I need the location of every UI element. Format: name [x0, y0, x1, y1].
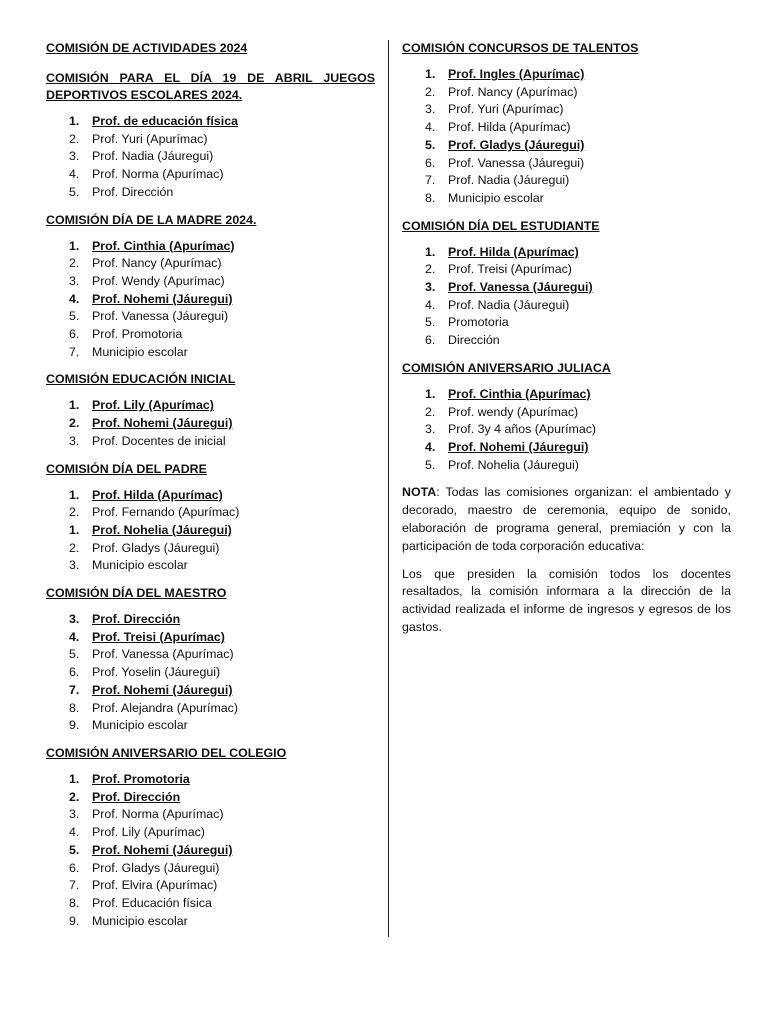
- item-text: Prof. Nadia (Jáuregui): [92, 149, 214, 164]
- list-item: [46, 664, 375, 682]
- list-item: [46, 255, 375, 273]
- item-number: 4.: [425, 439, 436, 454]
- item-text: Prof. Nadia (Jáuregui): [448, 297, 570, 312]
- item-text: Prof. Norma (Apurímac): [92, 167, 224, 182]
- list-item: [46, 148, 375, 166]
- member-list: [402, 66, 731, 208]
- item-number: 1.: [69, 487, 80, 502]
- item-number: 4.: [425, 297, 436, 312]
- item-number: 9.: [69, 718, 80, 733]
- item-text: Prof. Nohemi (Jáuregui): [92, 682, 233, 697]
- item-text: Prof. Nohemi (Jáuregui): [92, 842, 233, 857]
- item-number: 1.: [69, 398, 80, 413]
- commission-title: COMISIÓN ANIVERSARIO DEL COLEGIO: [46, 745, 287, 760]
- list-item: [46, 326, 375, 344]
- item-text: Prof. wendy (Apurímac): [448, 404, 579, 419]
- item-number: 3.: [69, 612, 80, 627]
- main-title: COMISIÓN DE ACTIVIDADES 2024: [46, 41, 248, 55]
- commission-section: [46, 212, 375, 362]
- item-text: Prof. Dirección: [92, 184, 174, 199]
- item-number: 2.: [69, 505, 80, 520]
- list-item: [402, 119, 731, 137]
- item-text: Prof. Gladys (Jáuregui): [92, 860, 220, 875]
- item-text: Prof. Docentes de inicial: [92, 433, 226, 448]
- item-number: 5.: [69, 647, 80, 662]
- list-item: [46, 682, 375, 700]
- item-number: 6.: [69, 327, 80, 342]
- item-text: Prof. Hilda (Apurímac): [448, 120, 571, 135]
- list-item: [402, 314, 731, 332]
- commission-section: [46, 461, 375, 576]
- list-item: [46, 308, 375, 326]
- list-item: [402, 244, 731, 262]
- item-number: 2.: [69, 416, 80, 431]
- item-text: Prof. Nancy (Apurímac): [92, 256, 222, 271]
- item-number: 3.: [69, 558, 80, 573]
- list-item: [46, 397, 375, 415]
- commission-title: COMISIÓN CONCURSOS DE TALENTOS: [402, 41, 639, 55]
- list-item: [402, 261, 731, 279]
- list-item: [402, 190, 731, 208]
- item-text: Prof. Nohemi (Jáuregui): [92, 291, 233, 306]
- item-number: 1.: [69, 771, 80, 786]
- list-item: [402, 66, 731, 84]
- list-item: [46, 895, 375, 913]
- list-item: [46, 344, 375, 362]
- item-number: 2.: [69, 131, 80, 146]
- item-number: 5.: [425, 457, 436, 472]
- list-item: [46, 646, 375, 664]
- item-text: Prof. Fernando (Apurímac): [92, 505, 240, 520]
- list-item: [46, 611, 375, 629]
- item-number: 3.: [69, 807, 80, 822]
- list-item: [46, 771, 375, 789]
- item-number: 1.: [69, 238, 80, 253]
- left-sections: [46, 70, 375, 930]
- item-number: 5.: [425, 137, 436, 152]
- item-text: Prof. Cinthia (Apurímac): [448, 386, 591, 401]
- list-item: [46, 433, 375, 451]
- item-text: Municipio escolar: [92, 344, 188, 359]
- item-number: 4.: [425, 120, 436, 135]
- item-text: Prof. Educación física: [92, 895, 212, 910]
- item-text: Prof. Gladys (Jáuregui): [448, 137, 585, 152]
- item-number: 7.: [69, 682, 80, 697]
- item-text: Prof. Nancy (Apurímac): [448, 84, 578, 99]
- commission-title: COMISIÓN PARA EL DÍA 19 DE ABRIL JUEGOS DEPORTIVOS ESCOLARES 2024.: [46, 71, 375, 102]
- item-text: Municipio escolar: [92, 913, 188, 928]
- item-number: 4.: [69, 825, 80, 840]
- item-text: Prof. Dirección: [92, 789, 181, 804]
- item-text: Prof. Promotoria: [92, 771, 190, 786]
- right-sections: [402, 40, 731, 474]
- item-number: 6.: [425, 155, 436, 170]
- list-item: [46, 824, 375, 842]
- item-number: 9.: [69, 913, 80, 928]
- right-column: [402, 40, 731, 647]
- item-text: Prof. Hilda (Apurímac): [92, 487, 223, 502]
- item-text: Prof. Lily (Apurímac): [92, 398, 214, 413]
- list-item: [46, 113, 375, 131]
- item-number: 6.: [425, 333, 436, 348]
- list-item: [46, 557, 375, 575]
- item-number: 8.: [425, 190, 436, 205]
- item-number: 3.: [69, 149, 80, 164]
- item-text: Prof. Vanessa (Apurímac): [92, 647, 234, 662]
- item-text: Municipio escolar: [92, 558, 188, 573]
- member-list: [46, 771, 375, 930]
- list-item: [46, 540, 375, 558]
- item-text: Prof. Vanessa (Jáuregui): [448, 280, 593, 295]
- commission-section: [402, 360, 731, 475]
- item-text: Prof. Alejandra (Apurímac): [92, 700, 238, 715]
- item-number: 1.: [425, 67, 436, 81]
- item-number: 3.: [69, 433, 80, 448]
- item-number: 3.: [425, 422, 436, 437]
- list-item: [46, 522, 375, 540]
- list-item: [402, 404, 731, 422]
- closing-paragraph: Los que presiden la comisión todos los docentes resaltados, la comisión informara a la dirección de la actividad realizada el informe de ingresos y egresos de los gastos.: [402, 566, 731, 634]
- item-text: Prof. Gladys (Jáuregui): [92, 540, 220, 555]
- item-number: 3.: [69, 273, 80, 288]
- note-label: NOTA: [402, 485, 437, 500]
- item-number: 7.: [69, 344, 80, 359]
- list-item: [402, 84, 731, 102]
- list-item: [46, 806, 375, 824]
- item-text: Prof. Norma (Apurímac): [92, 807, 224, 822]
- item-text: Municipio escolar: [448, 190, 544, 205]
- member-list: [402, 244, 731, 350]
- item-number: 4.: [69, 167, 80, 182]
- list-item: [402, 297, 731, 315]
- item-text: Prof. Vanessa (Jáuregui): [92, 309, 229, 324]
- list-item: [46, 877, 375, 895]
- list-item: [402, 439, 731, 457]
- item-number: 6.: [69, 860, 80, 875]
- commission-section: [402, 40, 731, 208]
- item-number: 8.: [69, 895, 80, 910]
- item-text: Prof. Hilda (Apurímac): [448, 244, 579, 259]
- item-text: Prof. Elvira (Apurímac): [92, 878, 218, 893]
- member-list: [46, 397, 375, 450]
- item-number: 3.: [425, 280, 436, 295]
- list-item: [46, 238, 375, 256]
- item-text: Prof. Promotoria: [92, 327, 183, 342]
- commission-section: [46, 585, 375, 735]
- list-item: [402, 101, 731, 119]
- list-item: [402, 457, 731, 475]
- item-text: Prof. Wendy (Apurímac): [92, 273, 225, 288]
- list-item: [402, 172, 731, 190]
- list-item: [402, 421, 731, 439]
- item-number: 2.: [425, 404, 436, 419]
- item-text: Promotoria: [448, 315, 509, 330]
- item-number: 4.: [69, 291, 80, 306]
- item-text: Prof. Vanessa (Jáuregui): [448, 155, 585, 170]
- commission-title: COMISIÓN ANIVERSARIO JULIACA: [402, 360, 611, 375]
- list-item: [46, 700, 375, 718]
- list-item: [402, 332, 731, 350]
- item-number: 5.: [69, 309, 80, 324]
- list-item: [402, 155, 731, 173]
- list-item: [402, 279, 731, 297]
- item-text: Prof. 3y 4 años (Apurímac): [448, 422, 597, 437]
- item-number: 2.: [425, 262, 436, 277]
- note-paragraph: [402, 484, 731, 555]
- list-item: [402, 386, 731, 404]
- item-number: 2.: [425, 84, 436, 99]
- item-number: 5.: [69, 842, 80, 857]
- member-list: [46, 113, 375, 202]
- item-text: Prof. Nohelia (Jáuregui): [92, 522, 232, 537]
- item-text: Dirección: [448, 333, 500, 348]
- item-text: Prof. Treisi (Apurímac): [448, 262, 572, 277]
- item-number: 2.: [69, 540, 80, 555]
- list-item: [46, 415, 375, 433]
- commission-title: COMISIÓN EDUCACIÓN INICIAL: [46, 372, 236, 387]
- item-number: 3.: [425, 102, 436, 117]
- item-text: Municipio escolar: [92, 718, 188, 733]
- commission-title: COMISIÓN DÍA DE LA MADRE 2024.: [46, 212, 257, 227]
- item-number: 4.: [69, 629, 80, 644]
- list-item: [46, 184, 375, 202]
- item-number: 7.: [69, 878, 80, 893]
- item-text: Prof. Nohemi (Jáuregui): [448, 439, 589, 454]
- item-number: 2.: [69, 256, 80, 271]
- item-number: 1.: [69, 522, 80, 537]
- list-item: [46, 131, 375, 149]
- list-item: [46, 789, 375, 807]
- item-text: Prof. Nadia (Jáuregui): [448, 173, 570, 188]
- note-text: : Todas las comisiones organizan: el ambientado y decorado, maestro de ceremonia, equipo de sonido, elaboración de programa general, premiación y con la participación de toda corporación educativa:: [402, 485, 731, 553]
- column-divider: [388, 40, 389, 937]
- item-text: Prof. Nohemi (Jáuregui): [92, 416, 233, 431]
- list-item: [46, 860, 375, 878]
- member-list: [46, 487, 375, 576]
- list-item: [46, 504, 375, 522]
- list-item: [46, 487, 375, 505]
- item-number: 6.: [69, 665, 80, 680]
- item-number: 1.: [425, 244, 436, 259]
- member-list: [46, 238, 375, 362]
- commission-section: [46, 745, 375, 930]
- list-item: [46, 291, 375, 309]
- commission-section: [46, 70, 375, 202]
- item-number: 5.: [69, 184, 80, 199]
- member-list: [46, 611, 375, 735]
- item-number: 5.: [425, 315, 436, 330]
- commission-title: COMISIÓN DÍA DEL MAESTRO: [46, 586, 227, 601]
- item-text: Prof. de educación física: [92, 114, 238, 128]
- item-text: Prof. Yuri (Apurímac): [92, 131, 208, 146]
- left-column: [46, 40, 375, 940]
- item-text: Prof. Yuri (Apurímac): [448, 102, 564, 117]
- commission-section: [402, 218, 731, 350]
- item-text: Prof. Lily (Apurímac): [92, 825, 205, 840]
- list-item: [46, 166, 375, 184]
- item-text: Prof. Ingles (Apurímac): [448, 67, 585, 81]
- commission-title: COMISIÓN DÍA DEL PADRE: [46, 461, 207, 476]
- item-text: Prof. Yoselin (Jáuregui): [92, 665, 221, 680]
- item-number: 1.: [425, 386, 436, 401]
- member-list: [402, 386, 731, 475]
- item-text: Prof. Nohelia (Jáuregui): [448, 457, 579, 472]
- item-number: 1.: [69, 114, 80, 128]
- item-number: 7.: [425, 173, 436, 188]
- item-text: Prof. Treisi (Apurímac): [92, 629, 225, 644]
- item-text: Prof. Dirección: [92, 612, 181, 627]
- item-number: 8.: [69, 700, 80, 715]
- list-item: [46, 913, 375, 931]
- commission-section: [46, 371, 375, 450]
- list-item: [46, 842, 375, 860]
- list-item: [46, 273, 375, 291]
- commission-title: COMISIÓN DÍA DEL ESTUDIANTE: [402, 218, 600, 233]
- list-item: [46, 717, 375, 735]
- item-number: 2.: [69, 789, 80, 804]
- item-text: Prof. Cinthia (Apurímac): [92, 238, 235, 253]
- list-item: [46, 629, 375, 647]
- list-item: [402, 137, 731, 155]
